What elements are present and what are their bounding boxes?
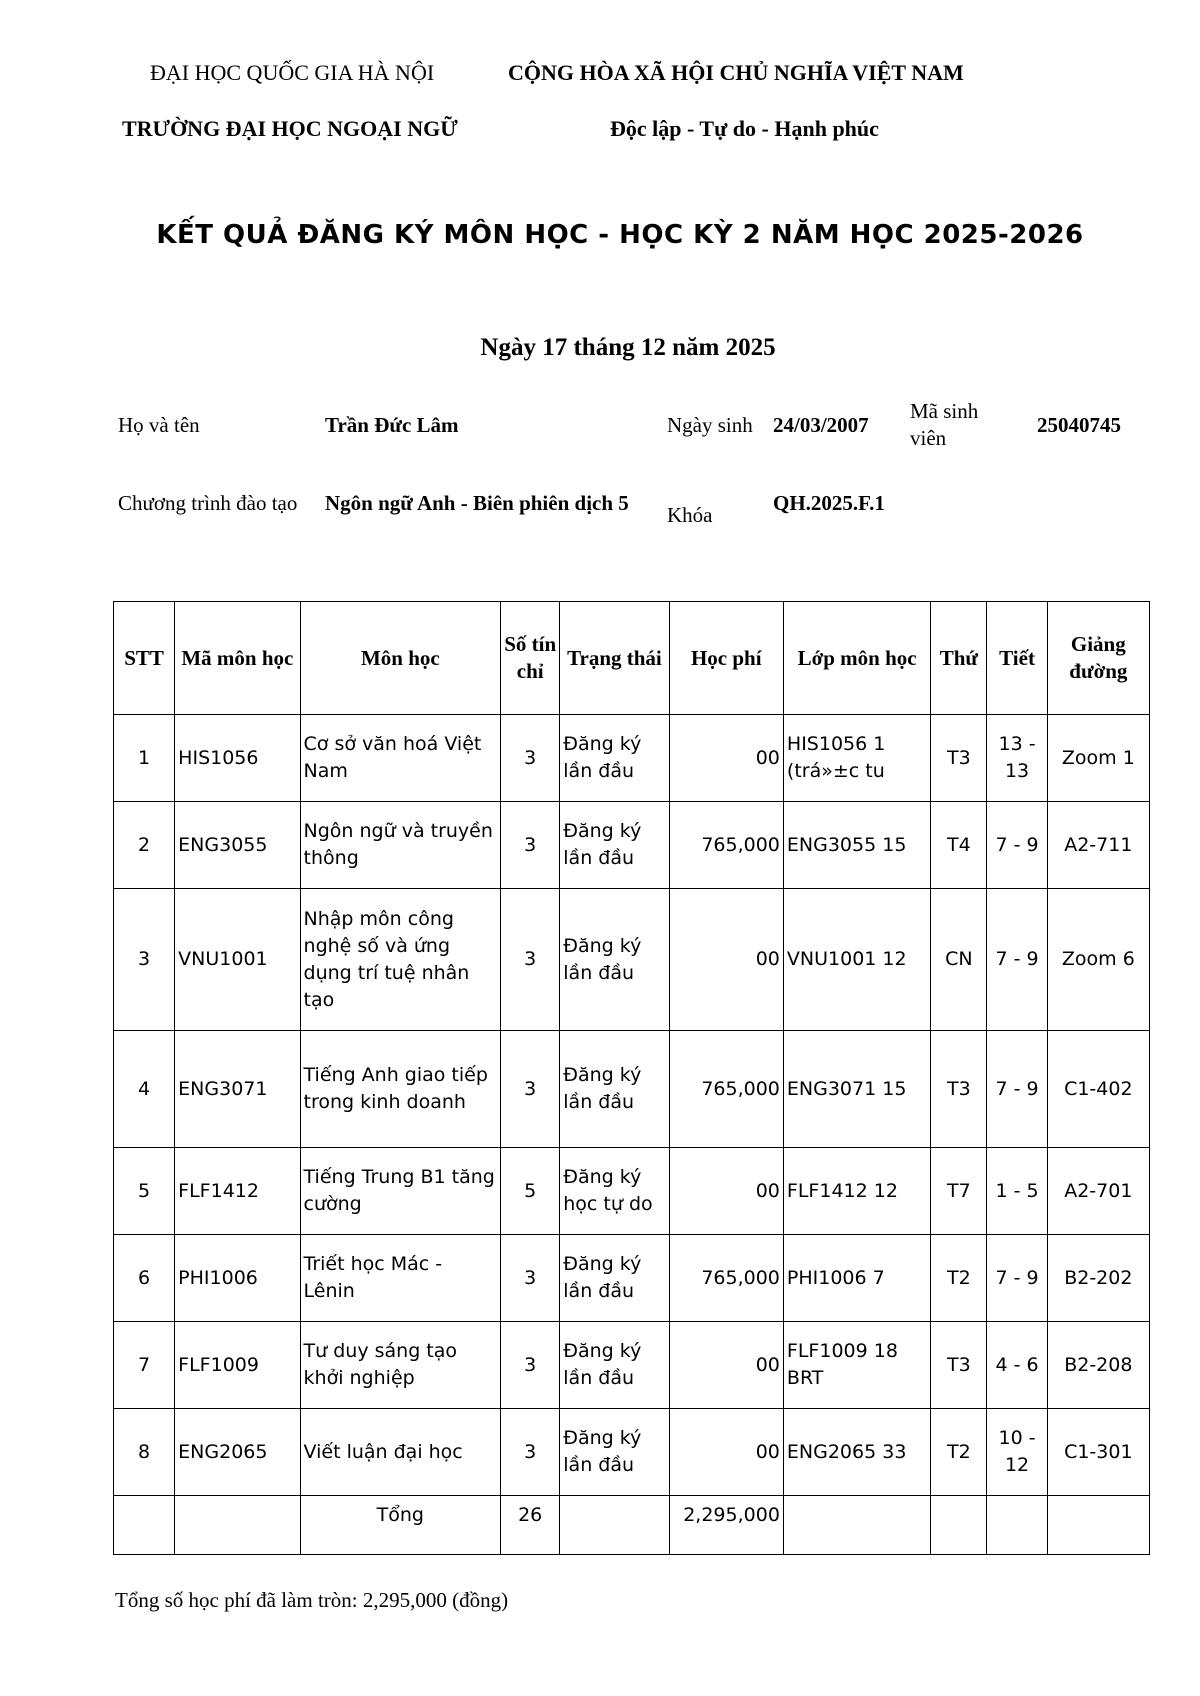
cell-course-name: Tiếng Anh giao tiếp trong kinh doanh [300, 1031, 501, 1148]
cell-fee: 00 [669, 889, 783, 1031]
cell-status: Đăng ký lần đầu [560, 1409, 669, 1496]
table-row [114, 889, 1150, 1031]
cell-day: T7 [931, 1148, 987, 1235]
cell-credits: 3 [501, 889, 560, 1031]
cell-course-name: Ngôn ngữ và truyền thông [300, 802, 501, 889]
header-fee: Học phí [669, 602, 783, 715]
total-empty-cell [987, 1496, 1047, 1555]
cell-stt: 7 [114, 1322, 175, 1409]
cell-status: Đăng ký lần đầu [560, 802, 669, 889]
cell-stt: 6 [114, 1235, 175, 1322]
cell-course-name: Nhập môn công nghệ số và ứng dụng trí tuệ nhân tạo [300, 889, 501, 1031]
cell-stt: 2 [114, 802, 175, 889]
total-row [114, 1496, 1150, 1555]
cell-room: A2-711 [1047, 802, 1149, 889]
cell-status: Đăng ký lần đầu [560, 1235, 669, 1322]
cell-period: 7 - 9 [987, 1235, 1047, 1322]
national-motto: Độc lập - Tự do - Hạnh phúc [610, 116, 879, 141]
cell-fee: 00 [669, 1409, 783, 1496]
cell-code: FLF1009 [175, 1322, 300, 1409]
cell-stt: 5 [114, 1148, 175, 1235]
cell-room: B2-208 [1047, 1322, 1149, 1409]
total-empty-cell [1047, 1496, 1149, 1555]
cell-fee: 00 [669, 715, 783, 802]
cell-fee: 765,000 [669, 802, 783, 889]
cell-room: Zoom 1 [1047, 715, 1149, 802]
cell-class: ENG3055 15 [783, 802, 930, 889]
cell-stt: 8 [114, 1409, 175, 1496]
cohort-label: Khóa [667, 503, 713, 527]
university-name: ĐẠI HỌC QUỐC GIA HÀ NỘI [150, 60, 435, 85]
cell-class: ENG2065 33 [783, 1409, 930, 1496]
cell-period: 7 - 9 [987, 802, 1047, 889]
header-credits: Số tín chỉ [501, 602, 560, 715]
cell-status: Đăng ký lần đầu [560, 1322, 669, 1409]
table-row [114, 1322, 1150, 1409]
cell-period: 10 - 12 [987, 1409, 1047, 1496]
cell-stt: 3 [114, 889, 175, 1031]
cell-status: Đăng ký học tự do [560, 1148, 669, 1235]
republic-name: CỘNG HÒA XÃ HỘI CHỦ NGHĨA VIỆT NAM [508, 60, 964, 85]
total-empty-cell [560, 1496, 669, 1555]
total-empty-cell [783, 1496, 930, 1555]
cell-fee: 00 [669, 1322, 783, 1409]
header-course-code: Mã môn học [175, 602, 300, 715]
cell-credits: 3 [501, 1031, 560, 1148]
header-stt: STT [114, 602, 175, 715]
table-header-row [114, 602, 1150, 715]
cell-day: T2 [931, 1409, 987, 1496]
cell-stt: 4 [114, 1031, 175, 1148]
cell-class: HIS1056 1 (trá»±c tu [783, 715, 930, 802]
cell-class: ENG3071 15 [783, 1031, 930, 1148]
cell-credits: 3 [501, 1235, 560, 1322]
cell-period: 4 - 6 [987, 1322, 1047, 1409]
cell-stt: 1 [114, 715, 175, 802]
cohort-value: QH.2025.F.1 [773, 491, 885, 515]
cell-class: PHI1006 7 [783, 1235, 930, 1322]
cell-class: FLF1009 18 BRT [783, 1322, 930, 1409]
cell-period: 1 - 5 [987, 1148, 1047, 1235]
cell-course-name: Tư duy sáng tạo khởi nghiệp [300, 1322, 501, 1409]
cell-credits: 3 [501, 802, 560, 889]
total-empty-cell [114, 1496, 175, 1555]
cell-fee: 00 [669, 1148, 783, 1235]
header-room: Giảng đường [1047, 602, 1149, 715]
registration-table [113, 601, 1150, 1555]
cell-course-name: Cơ sở văn hoá Việt Nam [300, 715, 501, 802]
header-class: Lớp môn học [783, 602, 930, 715]
student-dob: 24/03/2007 [773, 413, 869, 437]
header-status: Trạng thái [560, 602, 669, 715]
name-label: Họ và tên [118, 413, 200, 437]
cell-day: T4 [931, 802, 987, 889]
total-credits: 26 [501, 1496, 560, 1555]
cell-period: 13 - 13 [987, 715, 1047, 802]
cell-day: T3 [931, 1322, 987, 1409]
cell-fee: 765,000 [669, 1235, 783, 1322]
cell-day: T3 [931, 1031, 987, 1148]
cell-credits: 3 [501, 715, 560, 802]
cell-room: A2-701 [1047, 1148, 1149, 1235]
document-title: KẾT QUẢ ĐĂNG KÝ MÔN HỌC - HỌC KỲ 2 NĂM HỌC 2025-2026 [156, 220, 1084, 250]
cell-credits: 3 [501, 1322, 560, 1409]
student-id-label: Mã sinh viên [910, 399, 979, 450]
cell-status: Đăng ký lần đầu [560, 715, 669, 802]
cell-code: ENG3071 [175, 1031, 300, 1148]
header-period: Tiết [987, 602, 1047, 715]
cell-day: CN [931, 889, 987, 1031]
cell-period: 7 - 9 [987, 1031, 1047, 1148]
cell-fee: 765,000 [669, 1031, 783, 1148]
total-empty-cell [175, 1496, 300, 1555]
cell-status: Đăng ký lần đầu [560, 1031, 669, 1148]
program-name: Ngôn ngữ Anh - Biên phiên dịch 5 [325, 491, 629, 515]
cell-period: 7 - 9 [987, 889, 1047, 1031]
cell-course-name: Viết luận đại học [300, 1409, 501, 1496]
cell-day: T2 [931, 1235, 987, 1322]
school-name: TRƯỜNG ĐẠI HỌC NGOẠI NGỮ [122, 116, 458, 141]
cell-code: ENG3055 [175, 802, 300, 889]
cell-credits: 5 [501, 1148, 560, 1235]
cell-code: HIS1056 [175, 715, 300, 802]
rounded-total-fee: Tổng số học phí đã làm tròn: 2,295,000 (đồng) [115, 1588, 509, 1612]
cell-room: Zoom 6 [1047, 889, 1149, 1031]
cell-code: FLF1412 [175, 1148, 300, 1235]
cell-room: C1-402 [1047, 1031, 1149, 1148]
cell-class: FLF1412 12 [783, 1148, 930, 1235]
cell-course-name: Triết học Mác - Lênin [300, 1235, 501, 1322]
cell-status: Đăng ký lần đầu [560, 889, 669, 1031]
cell-course-name: Tiếng Trung B1 tăng cường [300, 1148, 501, 1235]
total-fee: 2,295,000 [669, 1496, 783, 1555]
student-name: Trần Đức Lâm [325, 413, 459, 437]
table-row [114, 715, 1150, 802]
table-row [114, 1148, 1150, 1235]
total-empty-cell [931, 1496, 987, 1555]
cell-code: ENG2065 [175, 1409, 300, 1496]
dob-label: Ngày sinh [667, 413, 753, 437]
header-day: Thứ [931, 602, 987, 715]
student-id: 25040745 [1037, 413, 1121, 437]
cell-code: PHI1006 [175, 1235, 300, 1322]
cell-room: C1-301 [1047, 1409, 1149, 1496]
table-row [114, 1235, 1150, 1322]
document-date: Ngày 17 tháng 12 năm 2025 [480, 334, 776, 361]
program-label: Chương trình đào tạo [118, 491, 298, 515]
cell-credits: 3 [501, 1409, 560, 1496]
cell-room: B2-202 [1047, 1235, 1149, 1322]
table-row [114, 1409, 1150, 1496]
table-row [114, 1031, 1150, 1148]
cell-class: VNU1001 12 [783, 889, 930, 1031]
cell-day: T3 [931, 715, 987, 802]
total-label: Tổng [300, 1496, 501, 1555]
header-course-name: Môn học [300, 602, 501, 715]
cell-code: VNU1001 [175, 889, 300, 1031]
table-row [114, 802, 1150, 889]
